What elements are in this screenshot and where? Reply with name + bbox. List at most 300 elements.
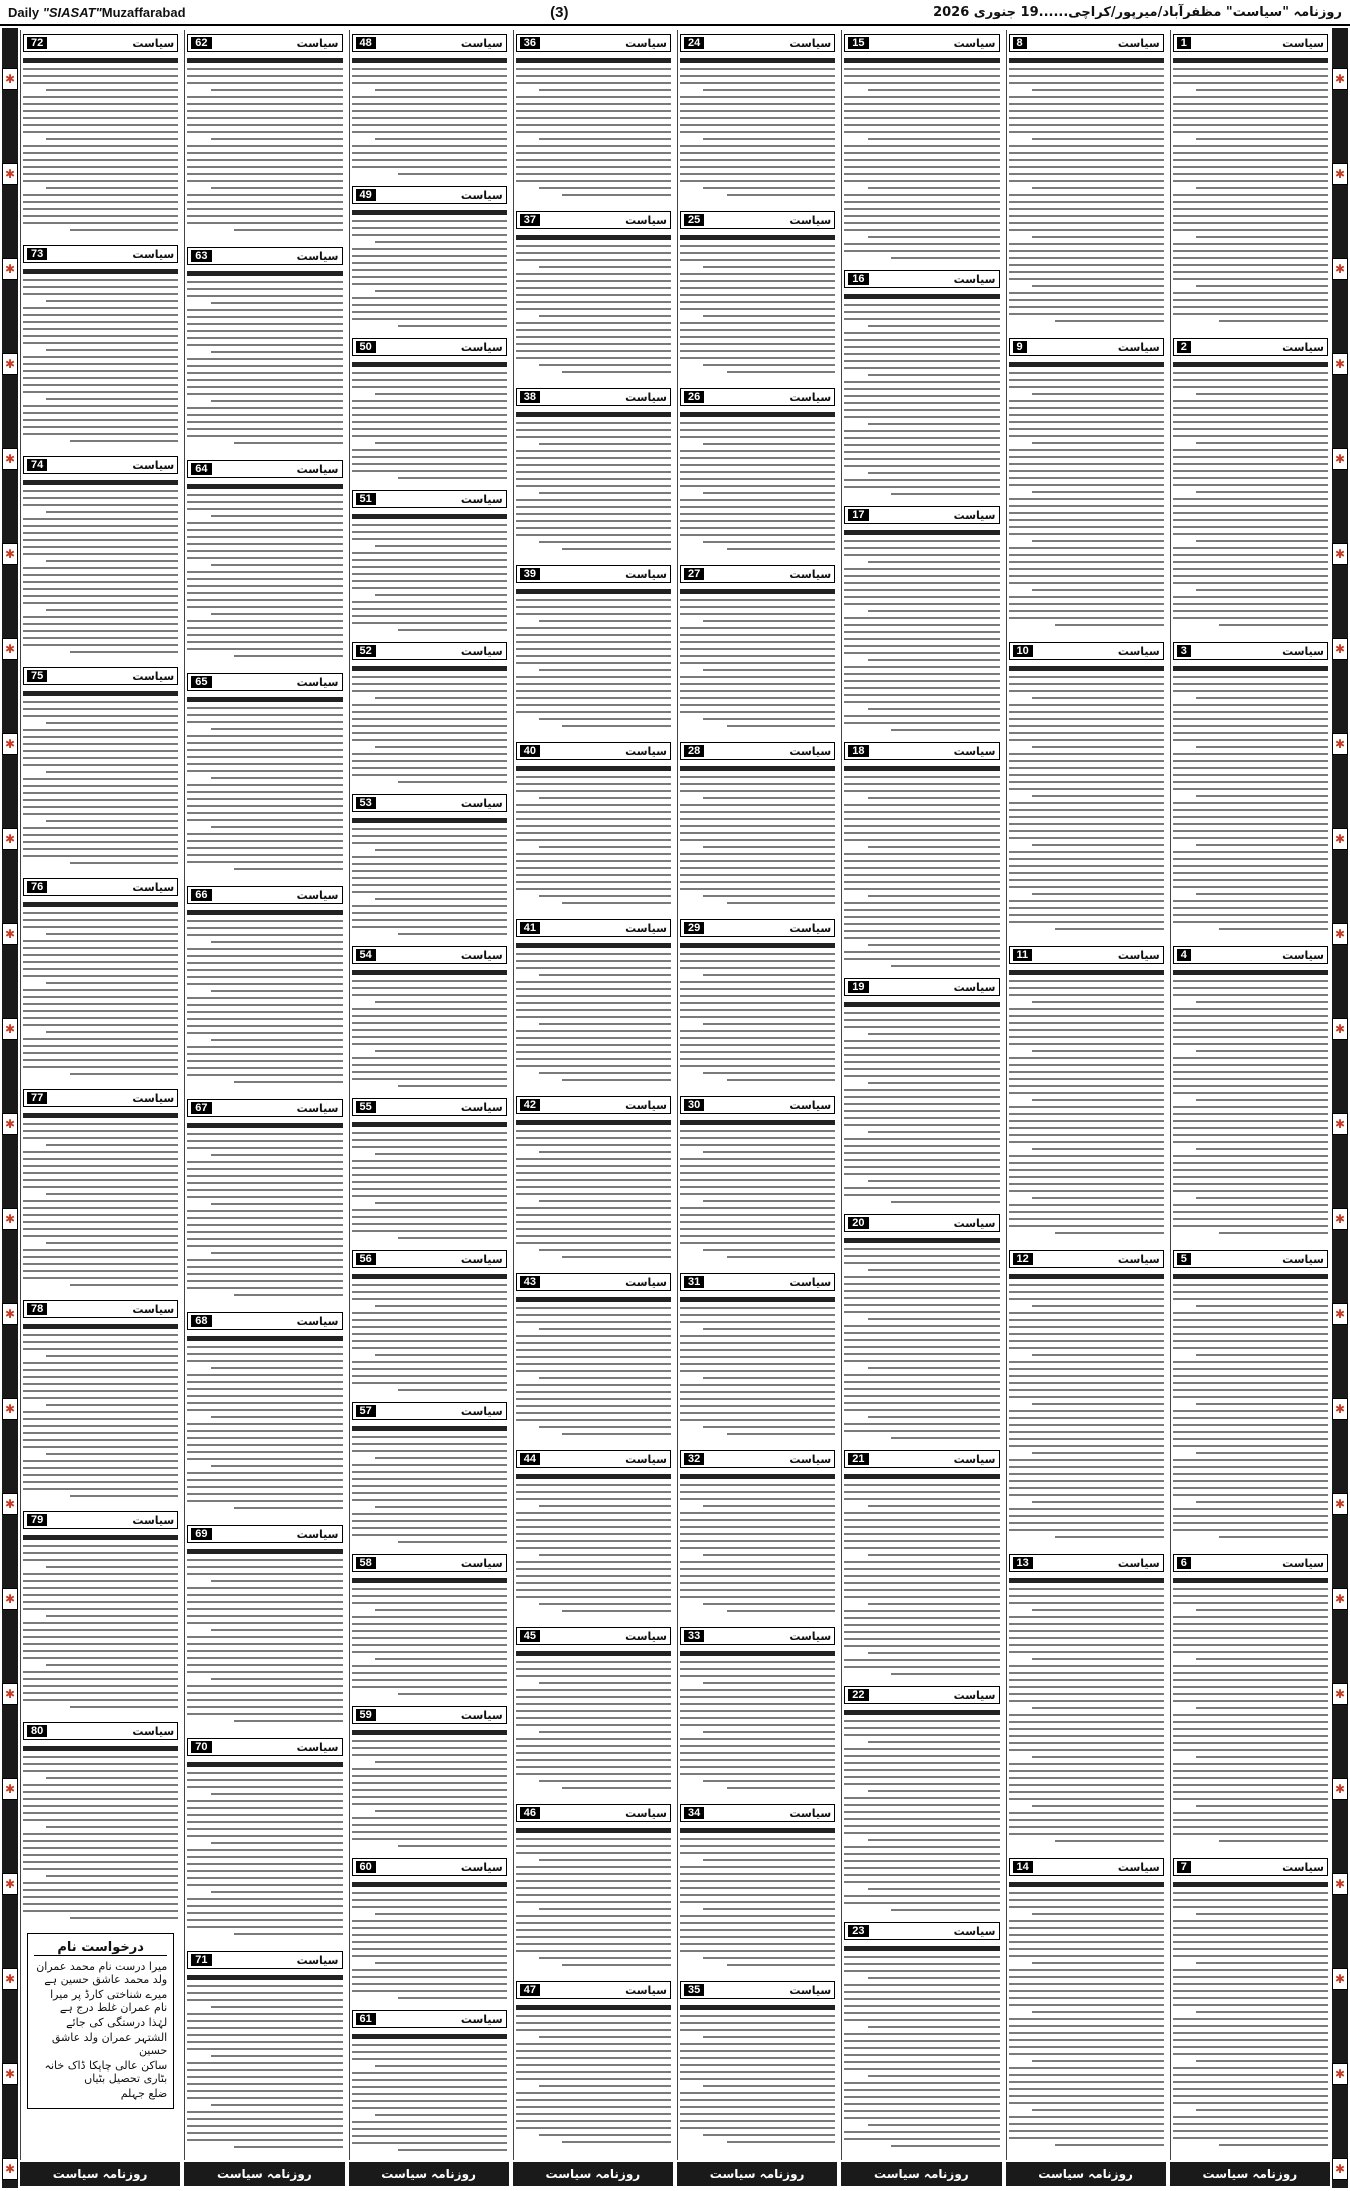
news-item-tag [680, 1804, 835, 1822]
text-line [46, 511, 178, 513]
news-item-tag [680, 1273, 835, 1291]
text-line [516, 301, 671, 303]
text-line [1173, 1749, 1328, 1751]
text-line [680, 2092, 835, 2094]
text-line [680, 1922, 835, 1924]
text-line [352, 145, 507, 147]
text-line [1173, 1190, 1328, 1192]
text-line [516, 1710, 671, 1712]
text-line [516, 117, 671, 119]
text-line [187, 2027, 342, 2029]
text-line [1009, 257, 1164, 259]
news-item [23, 874, 178, 1079]
text-line [211, 515, 343, 517]
text-line [46, 933, 178, 935]
text-line [680, 145, 835, 147]
news-item-number: 61 [356, 2013, 376, 2025]
rail-star-icon: ✱ [1332, 258, 1348, 280]
text-line [1032, 1148, 1164, 1150]
text-line [516, 1214, 671, 1216]
text-line [1173, 980, 1328, 982]
text-line [1009, 830, 1164, 832]
text-line [187, 1608, 342, 1610]
text-line [1219, 1536, 1328, 1538]
text-line [539, 2134, 671, 2136]
news-headline-rule [516, 589, 671, 594]
text-line [1173, 2018, 1328, 2020]
rail-star-icon: ✱ [1332, 638, 1348, 660]
text-line [844, 1395, 999, 1397]
text-line [539, 846, 671, 848]
text-line [1009, 526, 1164, 528]
text-line [1173, 1106, 1328, 1108]
text-line [516, 783, 671, 785]
text-line [844, 1332, 999, 1334]
text-line [187, 159, 342, 161]
text-line [352, 1623, 507, 1625]
text-line [23, 82, 178, 84]
page-number: (3) [550, 3, 569, 21]
text-line [23, 1643, 178, 1645]
text-line [375, 393, 507, 395]
text-line [352, 1686, 507, 1688]
brand-prefix: Daily [8, 4, 43, 20]
text-line [680, 634, 835, 636]
text-line [352, 2058, 507, 2060]
text-line [187, 721, 342, 723]
text-line [352, 725, 507, 727]
text-line [1173, 1721, 1328, 1723]
text-line [211, 89, 343, 91]
text-line [1173, 575, 1328, 577]
text-line [844, 1589, 999, 1591]
text-line [234, 229, 343, 231]
text-line [844, 1547, 999, 1549]
news-item-number: 19 [848, 981, 868, 993]
news-item-label: سیاست [460, 1404, 503, 1418]
text-line [891, 257, 1000, 259]
text-line [1055, 320, 1164, 322]
text-line [844, 1956, 999, 1958]
text-line [187, 494, 342, 496]
news-item-number: 75 [27, 670, 47, 682]
text-line [516, 1873, 671, 1875]
text-line [1173, 1211, 1328, 1213]
text-line [1173, 1941, 1328, 1943]
news-item-tag [680, 211, 835, 229]
text-line [680, 1589, 835, 1591]
text-line [844, 582, 999, 584]
text-line [844, 1096, 999, 1098]
text-line [1173, 470, 1328, 472]
text-line [352, 1630, 507, 1632]
news-item-tag [516, 742, 671, 760]
text-line [516, 1235, 671, 1237]
text-line [680, 280, 835, 282]
news-item [1173, 30, 1328, 328]
text-line [680, 811, 835, 813]
text-line [46, 89, 178, 91]
news-item-tag [352, 1402, 507, 1420]
text-line [516, 273, 671, 275]
text-line [1173, 498, 1328, 500]
text-line [234, 1720, 343, 1722]
text-line [352, 1740, 507, 1742]
text-line [187, 1699, 342, 1701]
text-line [1173, 816, 1328, 818]
text-line [352, 1361, 507, 1363]
text-line [539, 266, 671, 268]
text-line [23, 1137, 178, 1139]
text-line [680, 1030, 835, 1032]
text-line [844, 1755, 999, 1757]
text-line [844, 1776, 999, 1778]
news-item-label: سیاست [789, 1275, 832, 1289]
text-line [375, 697, 507, 699]
rail-star-icon: ✱ [2, 1113, 18, 1135]
text-line [868, 2026, 1000, 2028]
text-line [1173, 1798, 1328, 1800]
text-line [844, 451, 999, 453]
text-line [23, 940, 178, 942]
text-line [1173, 1183, 1328, 1185]
text-line [844, 1596, 999, 1598]
text-line [868, 1180, 1000, 1182]
text-line [844, 2117, 999, 2119]
news-item [680, 1800, 835, 1971]
text-line [539, 1780, 671, 1782]
text-line [23, 1882, 178, 1884]
text-line [844, 790, 999, 792]
news-item [187, 243, 342, 450]
text-line [1173, 1623, 1328, 1625]
text-line [398, 629, 507, 631]
text-line [1173, 1169, 1328, 1171]
text-line [1173, 2081, 1328, 2083]
text-line [844, 1159, 999, 1161]
text-line [1173, 1728, 1328, 1730]
text-line [23, 75, 178, 77]
text-line [516, 1051, 671, 1053]
news-item-label: سیاست [460, 1252, 503, 1266]
text-line [680, 1845, 835, 1847]
text-line [1009, 1410, 1164, 1412]
text-line [1009, 463, 1164, 465]
text-line [516, 1030, 671, 1032]
text-line [1032, 393, 1164, 395]
news-item-number: 27 [684, 568, 704, 580]
news-item-tag [352, 1250, 507, 1268]
text-line [187, 386, 342, 388]
text-line [187, 997, 342, 999]
news-item-number: 63 [191, 250, 211, 262]
text-line [703, 1328, 835, 1330]
text-line [891, 729, 1000, 731]
text-line [1009, 994, 1164, 996]
text-line [680, 350, 835, 352]
text-line [1173, 1742, 1328, 1744]
news-item-label: سیاست [625, 213, 667, 227]
news-item-number: 13 [1013, 1557, 1033, 1569]
text-line [1032, 491, 1164, 493]
text-line [187, 1685, 342, 1687]
text-line [352, 2142, 507, 2144]
text-line [1173, 1920, 1328, 1922]
rail-star-icon: ✱ [2, 1018, 18, 1040]
footer-band: روزنامہ سیاست [20, 2162, 180, 2186]
news-headline-rule [187, 1549, 342, 1554]
text-line [703, 895, 835, 897]
text-line [680, 478, 835, 480]
text-line [727, 1079, 836, 1081]
text-line [868, 423, 1000, 425]
text-line [680, 1307, 835, 1309]
text-line [1173, 1043, 1328, 1045]
text-line [187, 1615, 342, 1617]
text-line [70, 1073, 179, 1075]
news-headline-rule [23, 58, 178, 63]
news-item-tag [23, 1089, 178, 1107]
text-line [352, 531, 507, 533]
news-item-tag [680, 1096, 835, 1114]
text-line [187, 1423, 342, 1425]
text-line [352, 1775, 507, 1777]
text-line [1173, 767, 1328, 769]
text-line [1173, 243, 1328, 245]
text-line [1032, 1756, 1164, 1758]
text-line [187, 634, 342, 636]
news-item-tag [516, 1450, 671, 1468]
text-line [844, 201, 999, 203]
text-line [1173, 1976, 1328, 1978]
text-line [844, 1353, 999, 1355]
text-line [1009, 215, 1164, 217]
text-line [187, 1657, 342, 1659]
text-line [1173, 711, 1328, 713]
text-line [352, 400, 507, 402]
text-line [187, 1231, 342, 1233]
text-line [844, 1187, 999, 1189]
text-line [23, 166, 178, 168]
news-item [1173, 334, 1328, 632]
text-line [1032, 1050, 1164, 1052]
text-line [1196, 540, 1328, 542]
text-line [187, 344, 342, 346]
text-line [211, 138, 343, 140]
text-line [187, 222, 342, 224]
text-line [70, 1284, 179, 1286]
news-item-tag [844, 1450, 999, 1468]
text-line [23, 159, 178, 161]
text-line [1173, 2032, 1328, 2034]
text-line [1173, 683, 1328, 685]
text-line [1009, 386, 1164, 388]
text-line [1173, 306, 1328, 308]
text-line [187, 215, 342, 217]
text-line [1173, 704, 1328, 706]
text-line [211, 2055, 343, 2057]
text-line [352, 1146, 507, 1148]
news-item-number: 50 [356, 341, 376, 353]
text-line [844, 339, 999, 341]
text-line [352, 2100, 507, 2102]
text-line [1173, 725, 1328, 727]
news-item-tag [680, 1450, 835, 1468]
text-line [703, 2085, 835, 2087]
text-line [375, 849, 507, 851]
news-item [1173, 942, 1328, 1240]
text-line [187, 1905, 342, 1907]
text-line [1173, 215, 1328, 217]
text-line [562, 1964, 671, 1966]
text-line [1009, 2123, 1164, 2125]
text-line [23, 1770, 178, 1772]
text-line [187, 969, 342, 971]
text-line [1173, 505, 1328, 507]
text-line [727, 902, 836, 904]
news-item-tag [23, 245, 178, 263]
text-line [187, 1999, 342, 2001]
text-line [844, 1110, 999, 1112]
text-line [680, 1058, 835, 1060]
text-line [1009, 103, 1164, 105]
text-line [352, 311, 507, 313]
text-line [1009, 306, 1164, 308]
news-item [187, 1521, 342, 1728]
text-line [352, 1983, 507, 1985]
text-line [868, 1505, 1000, 1507]
news-item-number: 35 [684, 1984, 704, 1996]
text-line [1009, 1791, 1164, 1793]
text-line [352, 1955, 507, 1957]
news-item-number: 43 [520, 1276, 540, 1288]
text-line [23, 637, 178, 639]
text-line [680, 1675, 835, 1677]
text-line [844, 2047, 999, 2049]
text-line [1009, 131, 1164, 133]
text-line [868, 2124, 1000, 2126]
text-line [844, 166, 999, 168]
brand-name: "SIASAT" [42, 4, 102, 20]
text-line [46, 138, 178, 140]
text-line [516, 180, 671, 182]
news-headline-rule [352, 514, 507, 519]
text-line [187, 1807, 342, 1809]
text-line [352, 987, 507, 989]
text-line [844, 1811, 999, 1813]
text-line [680, 606, 835, 608]
text-line [352, 1043, 507, 1045]
text-line [398, 325, 507, 327]
news-headline-rule [516, 1828, 671, 1833]
text-line [1173, 994, 1328, 996]
text-line [844, 860, 999, 862]
text-line [844, 486, 999, 488]
right-border-rail [1332, 28, 1348, 2188]
text-line [703, 1859, 835, 1861]
text-line [539, 2036, 671, 2038]
news-item [23, 30, 178, 235]
text-line [680, 655, 835, 657]
text-line [352, 891, 507, 893]
news-item-tag [352, 186, 507, 204]
news-item-label: سیاست [625, 744, 667, 758]
text-line [187, 784, 342, 786]
text-line [352, 1789, 507, 1791]
news-headline-rule [352, 210, 507, 215]
news-item-number: 12 [1013, 1253, 1033, 1265]
text-line [680, 2106, 835, 2108]
text-line [1173, 1389, 1328, 1391]
text-line [352, 159, 507, 161]
news-headline-rule [352, 58, 507, 63]
text-line [680, 676, 835, 678]
text-line [375, 594, 507, 596]
text-line [187, 1444, 342, 1446]
text-line [352, 421, 507, 423]
text-line [1173, 1092, 1328, 1094]
text-line [539, 364, 671, 366]
text-line [187, 1786, 342, 1788]
text-line [187, 1479, 342, 1481]
text-line [1173, 2067, 1328, 2069]
text-line [1009, 802, 1164, 804]
text-line [844, 1783, 999, 1785]
text-line [234, 442, 343, 444]
text-line [516, 981, 671, 983]
text-line [211, 1678, 343, 1680]
news-item-number: 8 [1013, 37, 1027, 49]
text-line [1173, 2116, 1328, 2118]
text-line [1173, 732, 1328, 734]
text-line [1009, 194, 1164, 196]
news-headline-rule [187, 697, 342, 702]
text-line [352, 980, 507, 982]
text-line [516, 1568, 671, 1570]
news-item-number: 26 [684, 391, 704, 403]
news-item-label: سیاست [953, 1688, 996, 1702]
text-line [187, 82, 342, 84]
text-line [352, 676, 507, 678]
text-line [375, 1354, 507, 1356]
text-line [1009, 1955, 1164, 1957]
text-line [1173, 1141, 1328, 1143]
news-item-label: سیاست [460, 36, 503, 50]
text-line [1009, 816, 1164, 818]
news-item-tag [352, 2010, 507, 2028]
text-line [187, 735, 342, 737]
text-line [844, 194, 999, 196]
text-line [844, 124, 999, 126]
text-line [375, 1001, 507, 1003]
news-headline-rule [187, 58, 342, 63]
text-line [516, 280, 671, 282]
news-item-number: 65 [191, 676, 211, 688]
text-line [1009, 271, 1164, 273]
text-line [562, 1433, 671, 1435]
text-line [516, 1894, 671, 1896]
text-line [352, 449, 507, 451]
news-item-label: سیاست [1282, 1860, 1324, 1874]
text-line [211, 1154, 343, 1156]
news-item [680, 915, 835, 1086]
news-item [516, 1800, 671, 1971]
news-item-tag [352, 946, 507, 964]
text-line [1009, 2102, 1164, 2104]
text-line [352, 234, 507, 236]
text-line [868, 1318, 1000, 1320]
text-line [352, 774, 507, 776]
